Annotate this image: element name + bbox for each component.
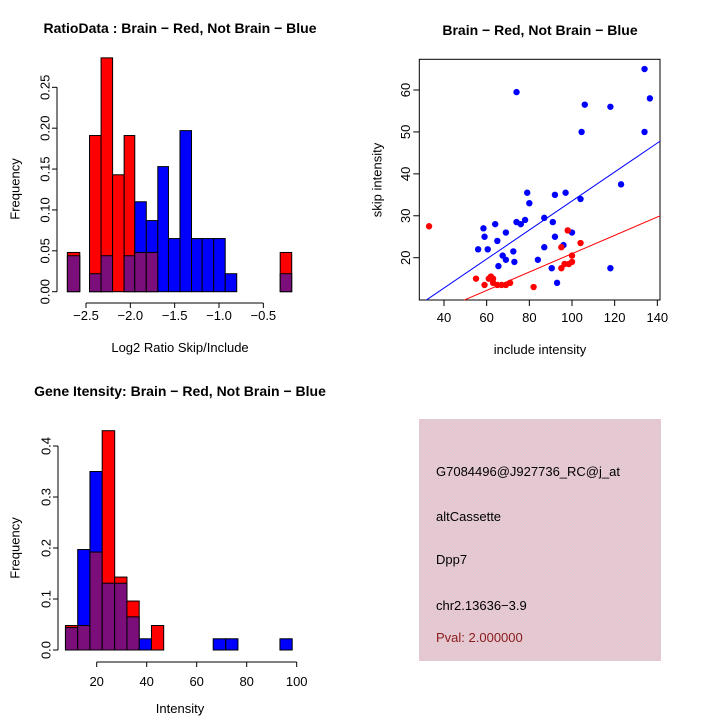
scatter-point-blue (495, 263, 501, 269)
plot-box (419, 59, 660, 300)
y-tick-label: 0.10 (37, 197, 53, 223)
x-tick-label: −2.0 (117, 308, 144, 323)
scatter-point-red (558, 244, 564, 250)
panel-intensity-scatter (360, 0, 720, 360)
ratio-histogram-xlabel: Log2 Ratio Skip/Include (111, 340, 249, 355)
hist-bar-overlap (90, 552, 102, 650)
scatter-point-blue (607, 265, 613, 271)
panel-gene-info (360, 360, 720, 720)
ratio-histogram-title: RatioData : Brain − Red, Not Brain − Blue (43, 20, 317, 36)
hist-bar-overlap (124, 256, 135, 292)
y-tick-label: 0.00 (37, 279, 53, 305)
x-tick-label: 60 (189, 674, 204, 689)
y-tick-label: 0.0 (38, 640, 54, 660)
scatter-point-blue (541, 244, 547, 250)
gene-name-text: Dpp7 (436, 552, 468, 567)
x-tick-label: −2.5 (73, 308, 99, 323)
scatter-point-blue (554, 280, 560, 286)
hist-bar-overlap (280, 274, 292, 292)
hist-bar-overlap (135, 252, 147, 291)
hist-bar-red (90, 136, 102, 292)
hist-bar-overlap (101, 256, 113, 292)
y-tick-label: 20 (397, 250, 413, 265)
hist-bar-blue (180, 131, 192, 292)
intensity-scatter-plot (360, 0, 720, 360)
scatter-point-red (507, 280, 513, 286)
scatter-point-red (565, 227, 571, 233)
hist-bar-red (113, 175, 125, 292)
hist-bar-blue (280, 639, 292, 650)
panel-ratio-histogram (0, 0, 360, 360)
hist-bar-blue (158, 167, 169, 292)
x-tick-label: 80 (239, 674, 254, 689)
x-tick-label: 60 (479, 310, 494, 325)
y-tick-label: 40 (397, 166, 413, 182)
y-tick-label: 0.1 (38, 589, 54, 609)
x-tick-label: −1.0 (206, 308, 232, 323)
chromosome-text: chr2.13636−3.9 (436, 598, 527, 613)
scatter-point-blue (494, 238, 500, 244)
scatter-point-blue (607, 104, 613, 110)
y-tick-label: 50 (397, 124, 413, 140)
scatter-point-blue (492, 221, 498, 227)
x-tick-label: 140 (646, 310, 669, 325)
scatter-point-blue (618, 181, 624, 187)
hist-bar-overlap (127, 617, 139, 650)
gene-intensity-histogram-plot (0, 360, 360, 720)
ratio-histogram-plot (0, 0, 360, 360)
gene-histogram-title: Gene Itensity: Brain − Red, Not Brain − Blue (34, 383, 326, 399)
scatter-point-blue (641, 66, 647, 72)
y-tick-label: 0.2 (38, 538, 54, 558)
scatter-point-red (481, 282, 487, 288)
hist-bar-red (151, 626, 163, 650)
y-tick-label: 0.3 (38, 487, 54, 507)
x-tick-label: −1.5 (161, 308, 188, 323)
scatter-point-blue (511, 259, 517, 265)
y-tick-label: 60 (397, 82, 413, 98)
scatter-point-blue (503, 257, 509, 263)
scatter-point-blue (524, 190, 530, 196)
hist-bar-blue (213, 639, 226, 650)
ratio-histogram-ylabel: Frequency (7, 158, 23, 220)
scatter-point-blue (577, 196, 583, 202)
scatter-point-blue (480, 225, 486, 231)
y-tick-label: 0.20 (37, 115, 53, 141)
scatter-point-red (577, 240, 583, 246)
scatter-point-blue (647, 95, 653, 101)
scatter-title: Brain − Red, Not Brain − Blue (442, 22, 638, 38)
scatter-point-blue (550, 219, 556, 225)
hist-bar-overlap (78, 626, 90, 650)
scatter-point-blue (503, 229, 509, 235)
scatter-point-blue (541, 215, 547, 221)
x-tick-label: 100 (285, 674, 308, 689)
scatter-point-red (569, 252, 575, 258)
probe-id-text: G7084496@J927736_RC@j_at (436, 464, 620, 479)
x-tick-label: 120 (603, 310, 626, 325)
scatter-point-blue (513, 89, 519, 95)
hist-bar-blue (168, 239, 180, 292)
scatter-point-blue (535, 257, 541, 263)
pval-text: Pval: 2.000000 (436, 630, 523, 645)
y-tick-label: 0.25 (37, 74, 53, 100)
scatter-point-blue (549, 265, 555, 271)
hist-bar-blue (202, 239, 214, 292)
scatter-point-blue (475, 246, 481, 252)
scatter-point-blue (518, 221, 524, 227)
hist-bar-blue (139, 639, 151, 650)
x-tick-label: 20 (89, 674, 104, 689)
hist-bar-overlap (146, 252, 158, 291)
hist-bar-overlap (102, 583, 115, 650)
scatter-xlabel: include intensity (493, 342, 587, 357)
scatter-point-red (426, 223, 432, 229)
scatter-ylabel: skip intensity (369, 142, 385, 218)
hist-bar-blue (225, 274, 237, 292)
x-tick-label: 40 (139, 674, 154, 689)
scatter-point-blue (552, 234, 558, 240)
scatter-point-blue (526, 200, 532, 206)
scatter-point-red (530, 284, 536, 290)
hist-bar-blue (214, 239, 226, 292)
scatter-point-blue (552, 192, 558, 198)
gene-info-box (419, 419, 661, 661)
splice-type-text: altCassette (436, 509, 502, 524)
hist-bar-overlap (65, 628, 77, 650)
hist-bar-overlap (90, 274, 102, 292)
scatter-point-blue (582, 101, 588, 107)
scatter-point-red (558, 265, 564, 271)
y-tick-label: 0.4 (38, 436, 54, 456)
x-tick-label: 100 (561, 310, 583, 325)
scatter-point-blue (578, 129, 584, 135)
y-tick-label: 0.05 (37, 238, 53, 264)
scatter-point-blue (510, 248, 516, 254)
hist-bar-overlap (115, 583, 127, 650)
gene-histogram-ylabel: Frequency (7, 517, 23, 579)
panel-gene-intensity-histogram (0, 360, 360, 720)
scatter-point-blue (481, 234, 487, 240)
x-tick-label: 80 (522, 310, 537, 325)
scatter-point-blue (562, 190, 568, 196)
hist-bar-blue (226, 639, 238, 650)
y-tick-label: 0.15 (37, 156, 53, 182)
hist-bar-overlap (67, 256, 79, 292)
gene-histogram-xlabel: Intensity (155, 701, 205, 716)
hist-bar-blue (192, 239, 203, 292)
fit-line-red (464, 216, 660, 300)
scatter-point-blue (485, 246, 491, 252)
scatter-point-red (473, 275, 479, 281)
x-tick-label: −0.5 (250, 308, 277, 323)
x-tick-label: 40 (436, 310, 452, 325)
scatter-point-blue (641, 129, 647, 135)
y-tick-label: 30 (397, 208, 413, 224)
